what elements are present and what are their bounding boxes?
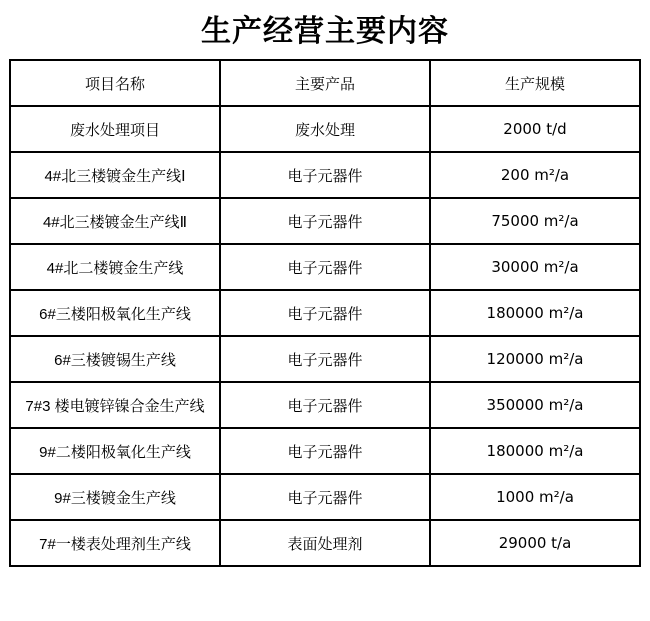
scale-cell: 1000 m²/a bbox=[430, 474, 640, 520]
table-row bbox=[10, 290, 640, 336]
scale-cell: 29000 t/a bbox=[430, 520, 640, 566]
table-row bbox=[10, 474, 640, 520]
header-main-product: 主要产品 bbox=[220, 60, 430, 106]
table-row bbox=[10, 428, 640, 474]
project-name-cell: 4#北三楼镀金生产线Ⅰ bbox=[10, 152, 220, 198]
project-name-cell: 9#三楼镀金生产线 bbox=[10, 474, 220, 520]
project-name-cell: 4#北三楼镀金生产线Ⅱ bbox=[10, 198, 220, 244]
project-name-cell: 废水处理项目 bbox=[10, 106, 220, 152]
project-name-cell: 7#一楼表处理剂生产线 bbox=[10, 520, 220, 566]
product-cell: 电子元器件 bbox=[220, 336, 430, 382]
product-cell: 电子元器件 bbox=[220, 428, 430, 474]
project-name-cell: 7#3 楼电镀锌镍合金生产线 bbox=[10, 382, 220, 428]
table-row bbox=[10, 520, 640, 566]
scale-cell: 180000 m²/a bbox=[430, 290, 640, 336]
production-table bbox=[9, 59, 641, 567]
product-cell: 电子元器件 bbox=[220, 152, 430, 198]
product-cell: 废水处理 bbox=[220, 106, 430, 152]
scale-cell: 180000 m²/a bbox=[430, 428, 640, 474]
product-cell: 电子元器件 bbox=[220, 244, 430, 290]
scale-cell: 2000 t/d bbox=[430, 106, 640, 152]
project-name-cell: 6#三楼阳极氧化生产线 bbox=[10, 290, 220, 336]
header-project-name: 项目名称 bbox=[10, 60, 220, 106]
scale-cell: 75000 m²/a bbox=[430, 198, 640, 244]
project-name-cell: 9#二楼阳极氧化生产线 bbox=[10, 428, 220, 474]
page-title: 生产经营主要内容 bbox=[201, 14, 449, 49]
project-name-cell: 4#北二楼镀金生产线 bbox=[10, 244, 220, 290]
table-row bbox=[10, 198, 640, 244]
scale-cell: 350000 m²/a bbox=[430, 382, 640, 428]
product-cell: 电子元器件 bbox=[220, 382, 430, 428]
header-production-scale: 生产规模 bbox=[430, 60, 640, 106]
scale-cell: 120000 m²/a bbox=[430, 336, 640, 382]
table-row bbox=[10, 382, 640, 428]
product-cell: 表面处理剂 bbox=[220, 520, 430, 566]
product-cell: 电子元器件 bbox=[220, 290, 430, 336]
table-row bbox=[10, 244, 640, 290]
table-header bbox=[10, 60, 640, 106]
table-header-row bbox=[10, 60, 640, 106]
table-row bbox=[10, 106, 640, 152]
product-cell: 电子元器件 bbox=[220, 474, 430, 520]
table-row bbox=[10, 152, 640, 198]
product-cell: 电子元器件 bbox=[220, 198, 430, 244]
table-row bbox=[10, 336, 640, 382]
project-name-cell: 6#三楼镀锡生产线 bbox=[10, 336, 220, 382]
table-body bbox=[10, 106, 640, 566]
scale-cell: 30000 m²/a bbox=[430, 244, 640, 290]
scale-cell: 200 m²/a bbox=[430, 152, 640, 198]
